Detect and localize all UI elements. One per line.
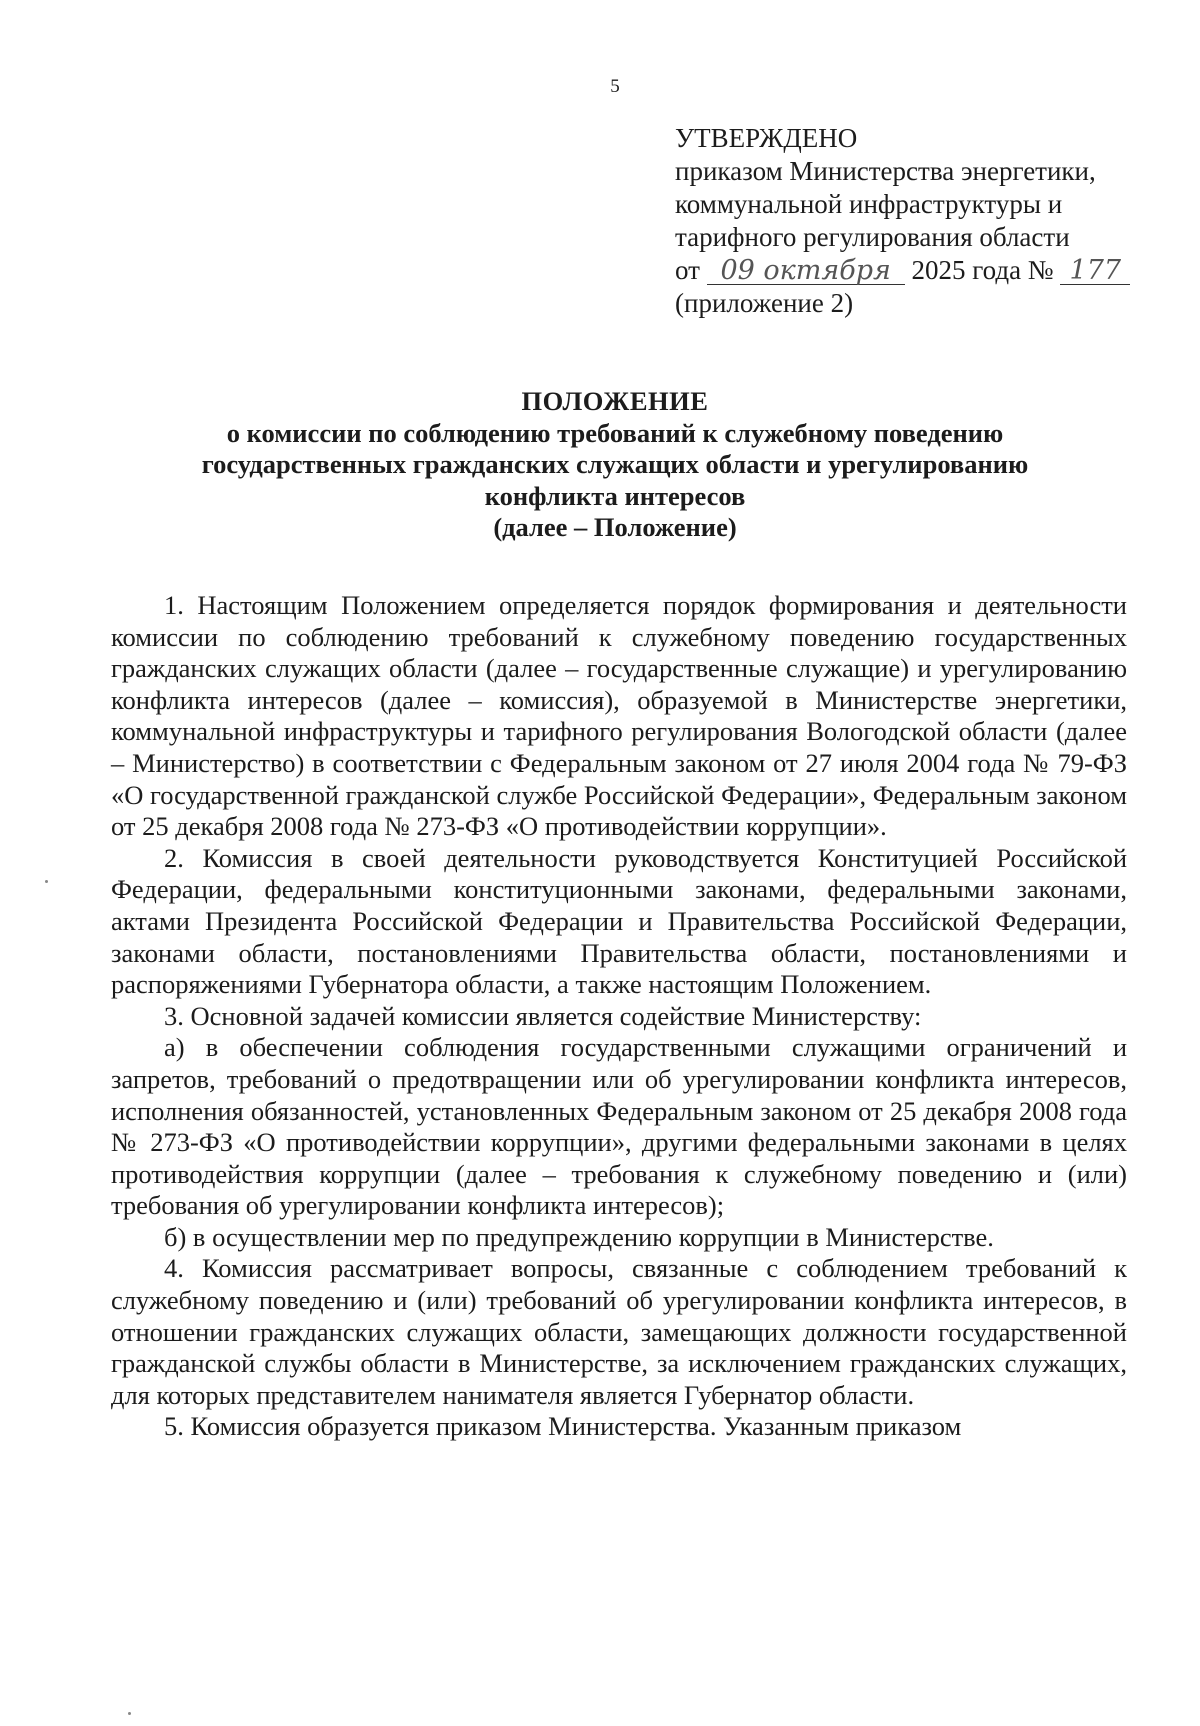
paragraph-4: 4. Комиссия рассматривает вопросы, связанные с соблюдением требований к служебному поведению и (или) требований об урегулировании конфликта интересов, в отношении гражданских служащих области, замещающих должности государственной гражданской службы области в Министерстве, за исключением гражданских служащих, для которых представителем нанимателя является Губернатор области. <box>111 1253 1127 1410</box>
title-line-3: конфликта интересов <box>484 480 746 511</box>
approval-line-2: коммунальной инфраструктуры и <box>675 189 1063 219</box>
paragraph-1: 1. Настоящим Положением определяется порядок формирования и деятельности комиссии по соблюдению требований к служебному поведению государственных гражданских служащих области (далее – государственные служащие) и урегулированию конфликта интересов (далее – комиссия), образуемой в Министерстве энергетики, коммунальной инфраструктуры и тарифного регулирования Вологодской области (далее – Министерство) в соответствии с Федеральным законом от 27 июля 2004 года № 79-ФЗ «О государственной гражданской службе Российской Федерации», Федеральным законом от 25 декабря 2008 года № 273-ФЗ «О противодействии коррупции». <box>111 590 1127 842</box>
handwritten-order-number: 177 <box>1060 258 1130 285</box>
title-line-4: (далее – Положение) <box>493 512 737 542</box>
title-line-1: о комиссии по соблюдению требований к служебному поведению <box>226 417 1004 448</box>
title-main: ПОЛОЖЕНИЕ <box>521 386 709 416</box>
scan-dot <box>45 880 48 883</box>
document-body <box>111 590 1127 1443</box>
paragraph-3a: а) в обеспечении соблюдения государственными служащими ограничений и запретов, требований о предотвращении или об урегулировании конфликта интересов, исполнения обязанностей, установленных Федеральным законом от 25 декабря 2008 года № 273-ФЗ «О противодействии коррупции», другими федеральными законами в целях противодействия коррупции (далее – требования к служебному поведению и (или) требования об урегулировании конфликта интересов); <box>111 1032 1127 1221</box>
approval-heading: УТВЕРЖДЕНО <box>675 123 858 153</box>
date-prefix: от <box>675 255 700 285</box>
paragraph-5: 5. Комиссия образуется приказом Министерства. Указанным приказом <box>164 1411 962 1442</box>
handwritten-date: 09 октября <box>707 258 905 285</box>
paragraph-2: 2. Комиссия в своей деятельности руководствуется Конституцией Российской Федерации, федеральными конституционными законами, федеральными законами, актами Президента Российской Федерации и Правительства Российской Федерации, законами области, постановлениями Правительства области, постановлениями и распоряжениями Губернатора области, а также настоящим Положением. <box>111 842 1127 1000</box>
approval-line-3: тарифного регулирования области <box>675 222 1070 252</box>
approval-stamp <box>675 122 1175 320</box>
page-number: 5 <box>610 76 620 97</box>
paragraph-3: 3. Основной задачей комиссии является содействие Министерству: <box>164 1000 922 1031</box>
paragraph-3b: б) в осуществлении мер по предупреждению коррупции в Министерстве. <box>164 1221 994 1252</box>
approval-line-1: приказом Министерства энергетики, <box>675 156 1096 186</box>
document-title <box>110 386 1120 544</box>
date-suffix: 2025 года № <box>911 255 1054 285</box>
title-line-2: государственных гражданских служащих области и урегулированию <box>201 449 1029 479</box>
scan-dot <box>128 1712 131 1715</box>
approval-appendix: (приложение 2) <box>675 288 854 318</box>
approval-date-line <box>675 254 1175 287</box>
